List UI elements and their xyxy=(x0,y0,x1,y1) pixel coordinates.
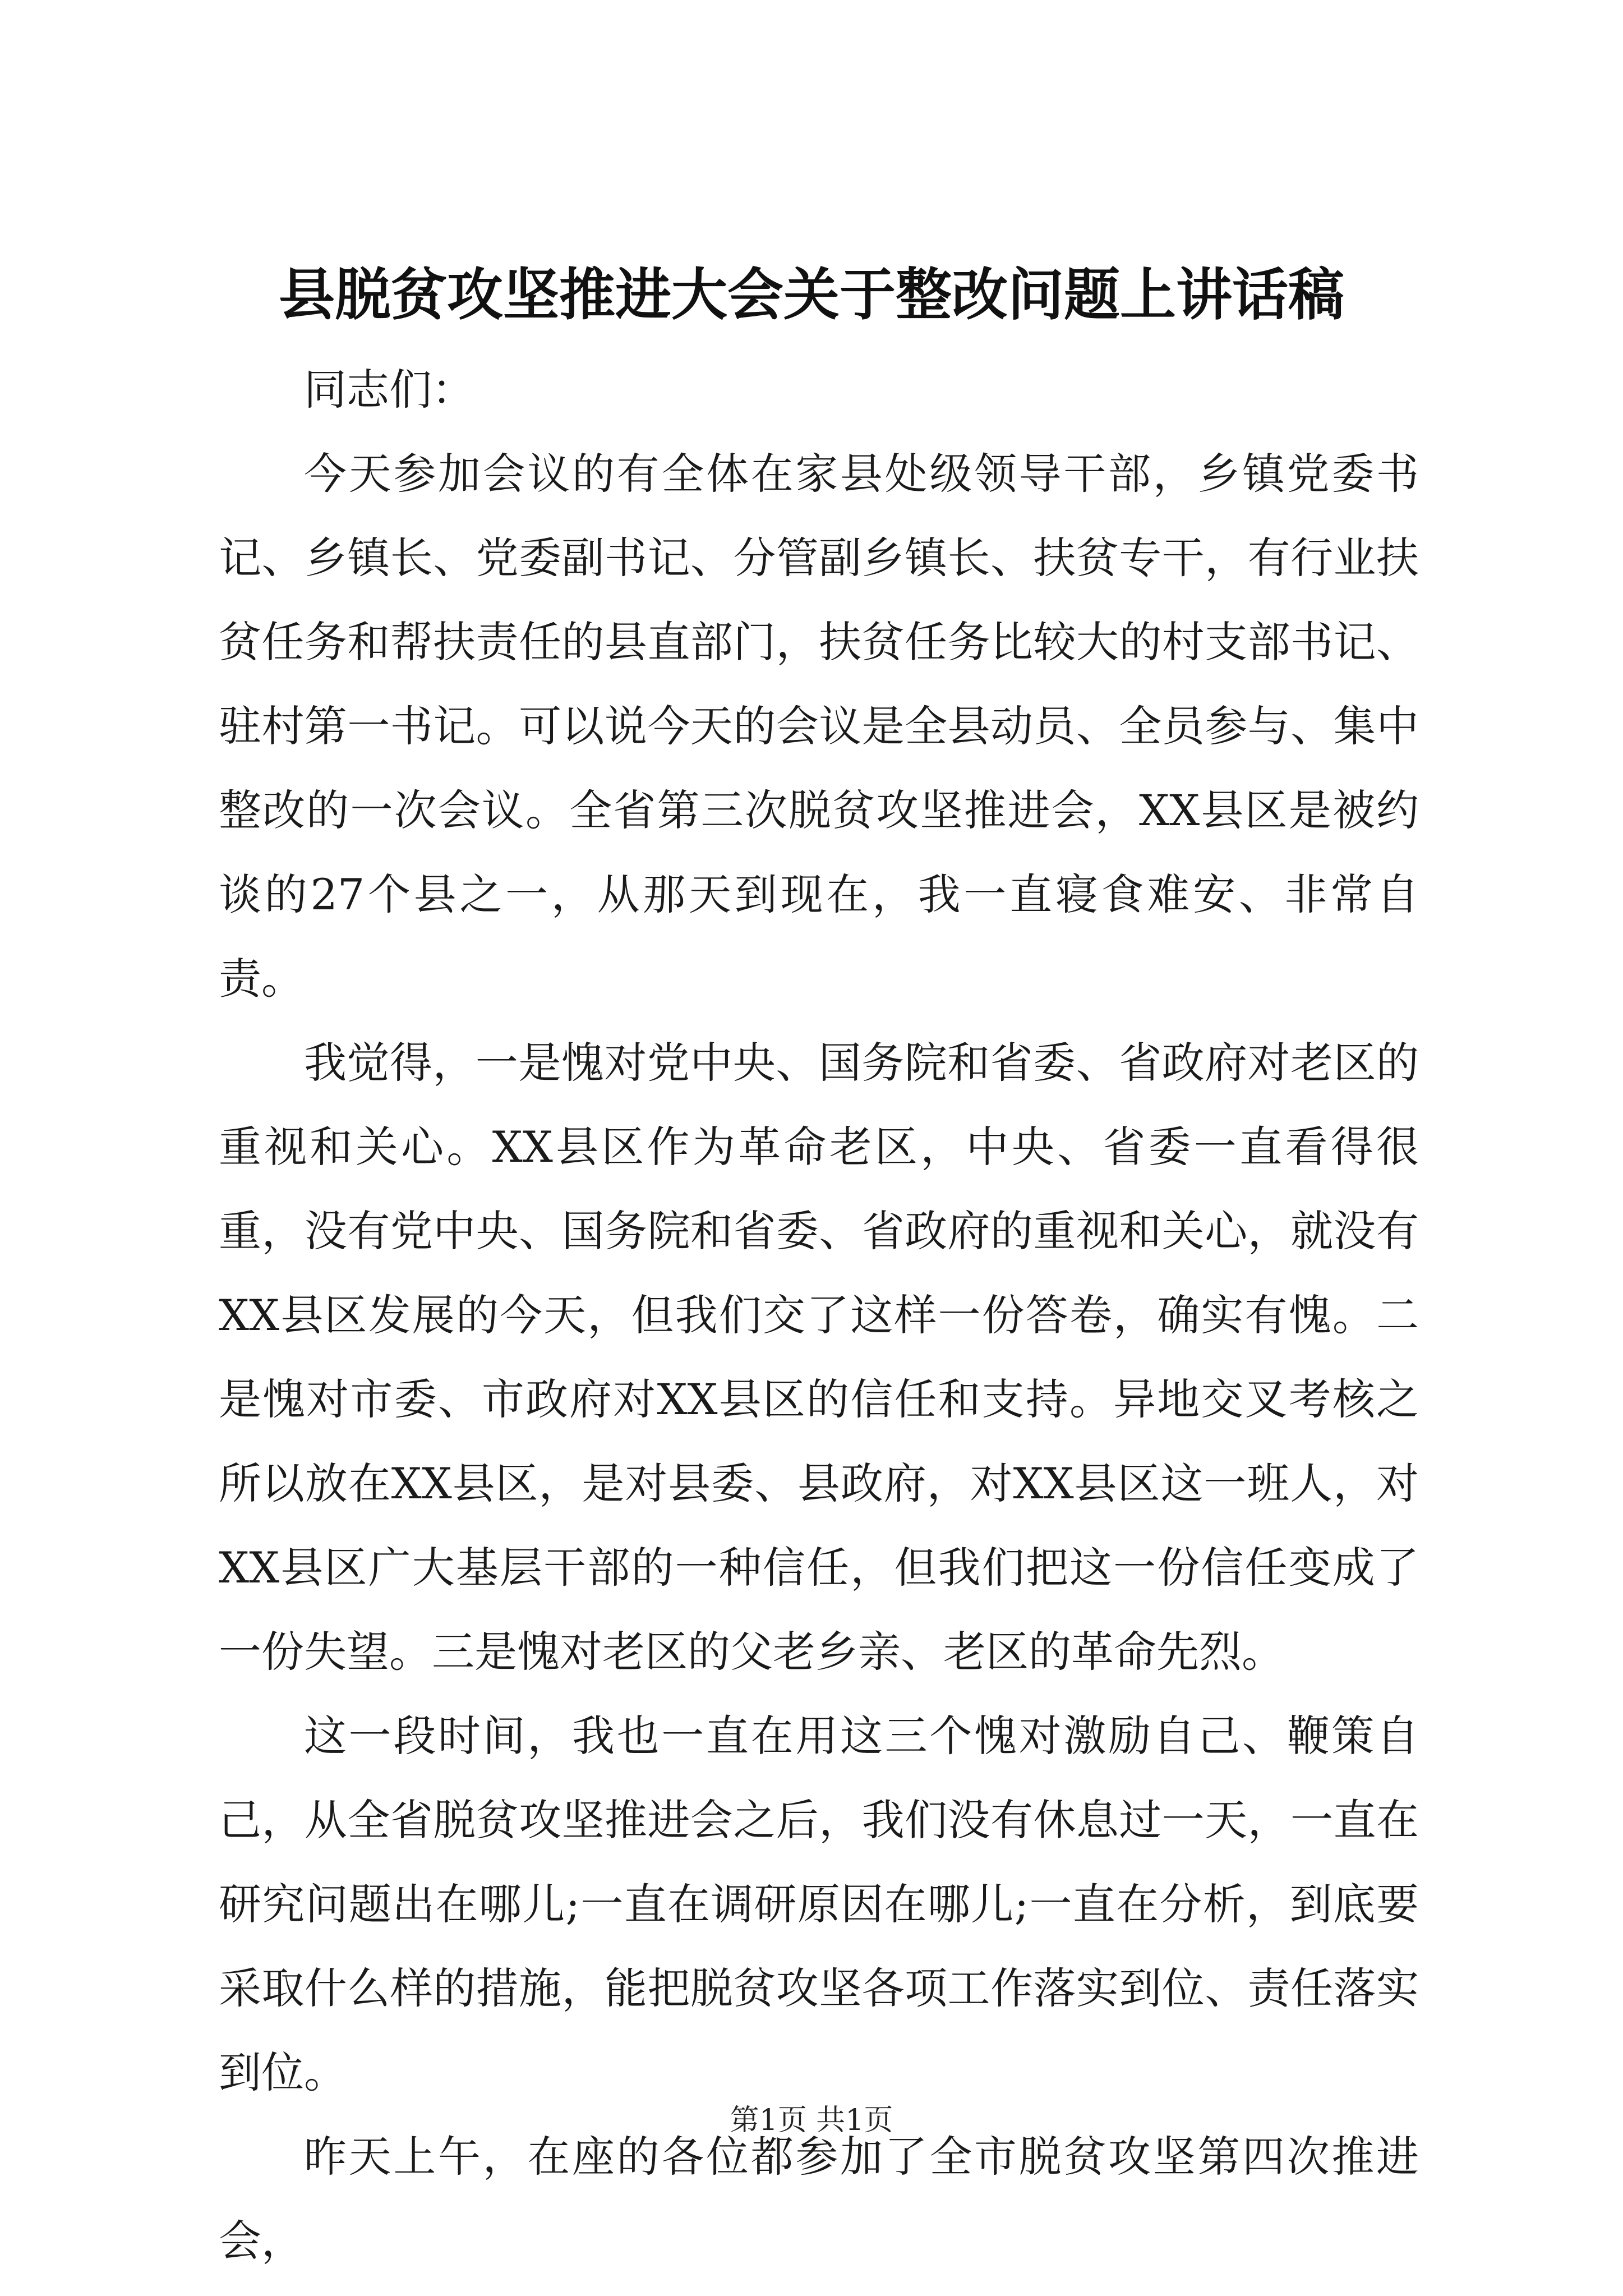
document-title: 县脱贫攻坚推进大会关于整改问题上讲话稿 xyxy=(279,261,1344,328)
paragraph: 我觉得，一是愧对党中央、国务院和省委、省政府对老区的重视和关心。XX县区作为革命老区，中央、省委一直看得很重，没有党中央、国务院和省委、省政府的重视和关心，就没有XX县区发展的今天，但我们交了这样一份答卷，确实有愧。二是愧对市委、市政府对XX县区的信任和支持。异地交叉考核之所以放在XX县区，是对县委、县政府，对XX县区这一班人，对XX县区广大基层干部的一种信任，但我们把这一份信任变成了一份失望。三是愧对老区的父老乡亲、老区的革命先烈。 xyxy=(219,1038,1419,1677)
document-body xyxy=(219,348,1419,2283)
page-footer: 第1页 共1页 xyxy=(730,2104,893,2137)
paragraph: 昨天上午，在座的各位都参加了全市脱贫攻坚第四次推进会， xyxy=(219,2132,1419,2266)
salutation: 同志们： xyxy=(304,365,474,415)
paragraph: 今天参加会议的有全体在家县处级领导干部，乡镇党委书记、乡镇长、党委副书记、分管副乡镇长、扶贫专干，有行业扶贫任务和帮扶责任的县直部门，扶贫任务比较大的村支部书记、驻村第一书记。可以说今天的会议是全县动员、全员参与、集中整改的一次会议。全省第三次脱贫攻坚推进会，XX县区是被约谈的27个县之一，从那天到现在，我一直寝食难安、非常自责。 xyxy=(219,449,1419,1004)
paragraph: 这一段时间，我也一直在用这三个愧对激励自己、鞭策自己，从全省脱贫攻坚推进会之后，我们没有休息过一天，一直在研究问题出在哪儿;一直在调研原因在哪儿;一直在分析，到底要采取什么样的措施，能把脱贫攻坚各项工作落实到位、责任落实到位。 xyxy=(219,1711,1419,2097)
